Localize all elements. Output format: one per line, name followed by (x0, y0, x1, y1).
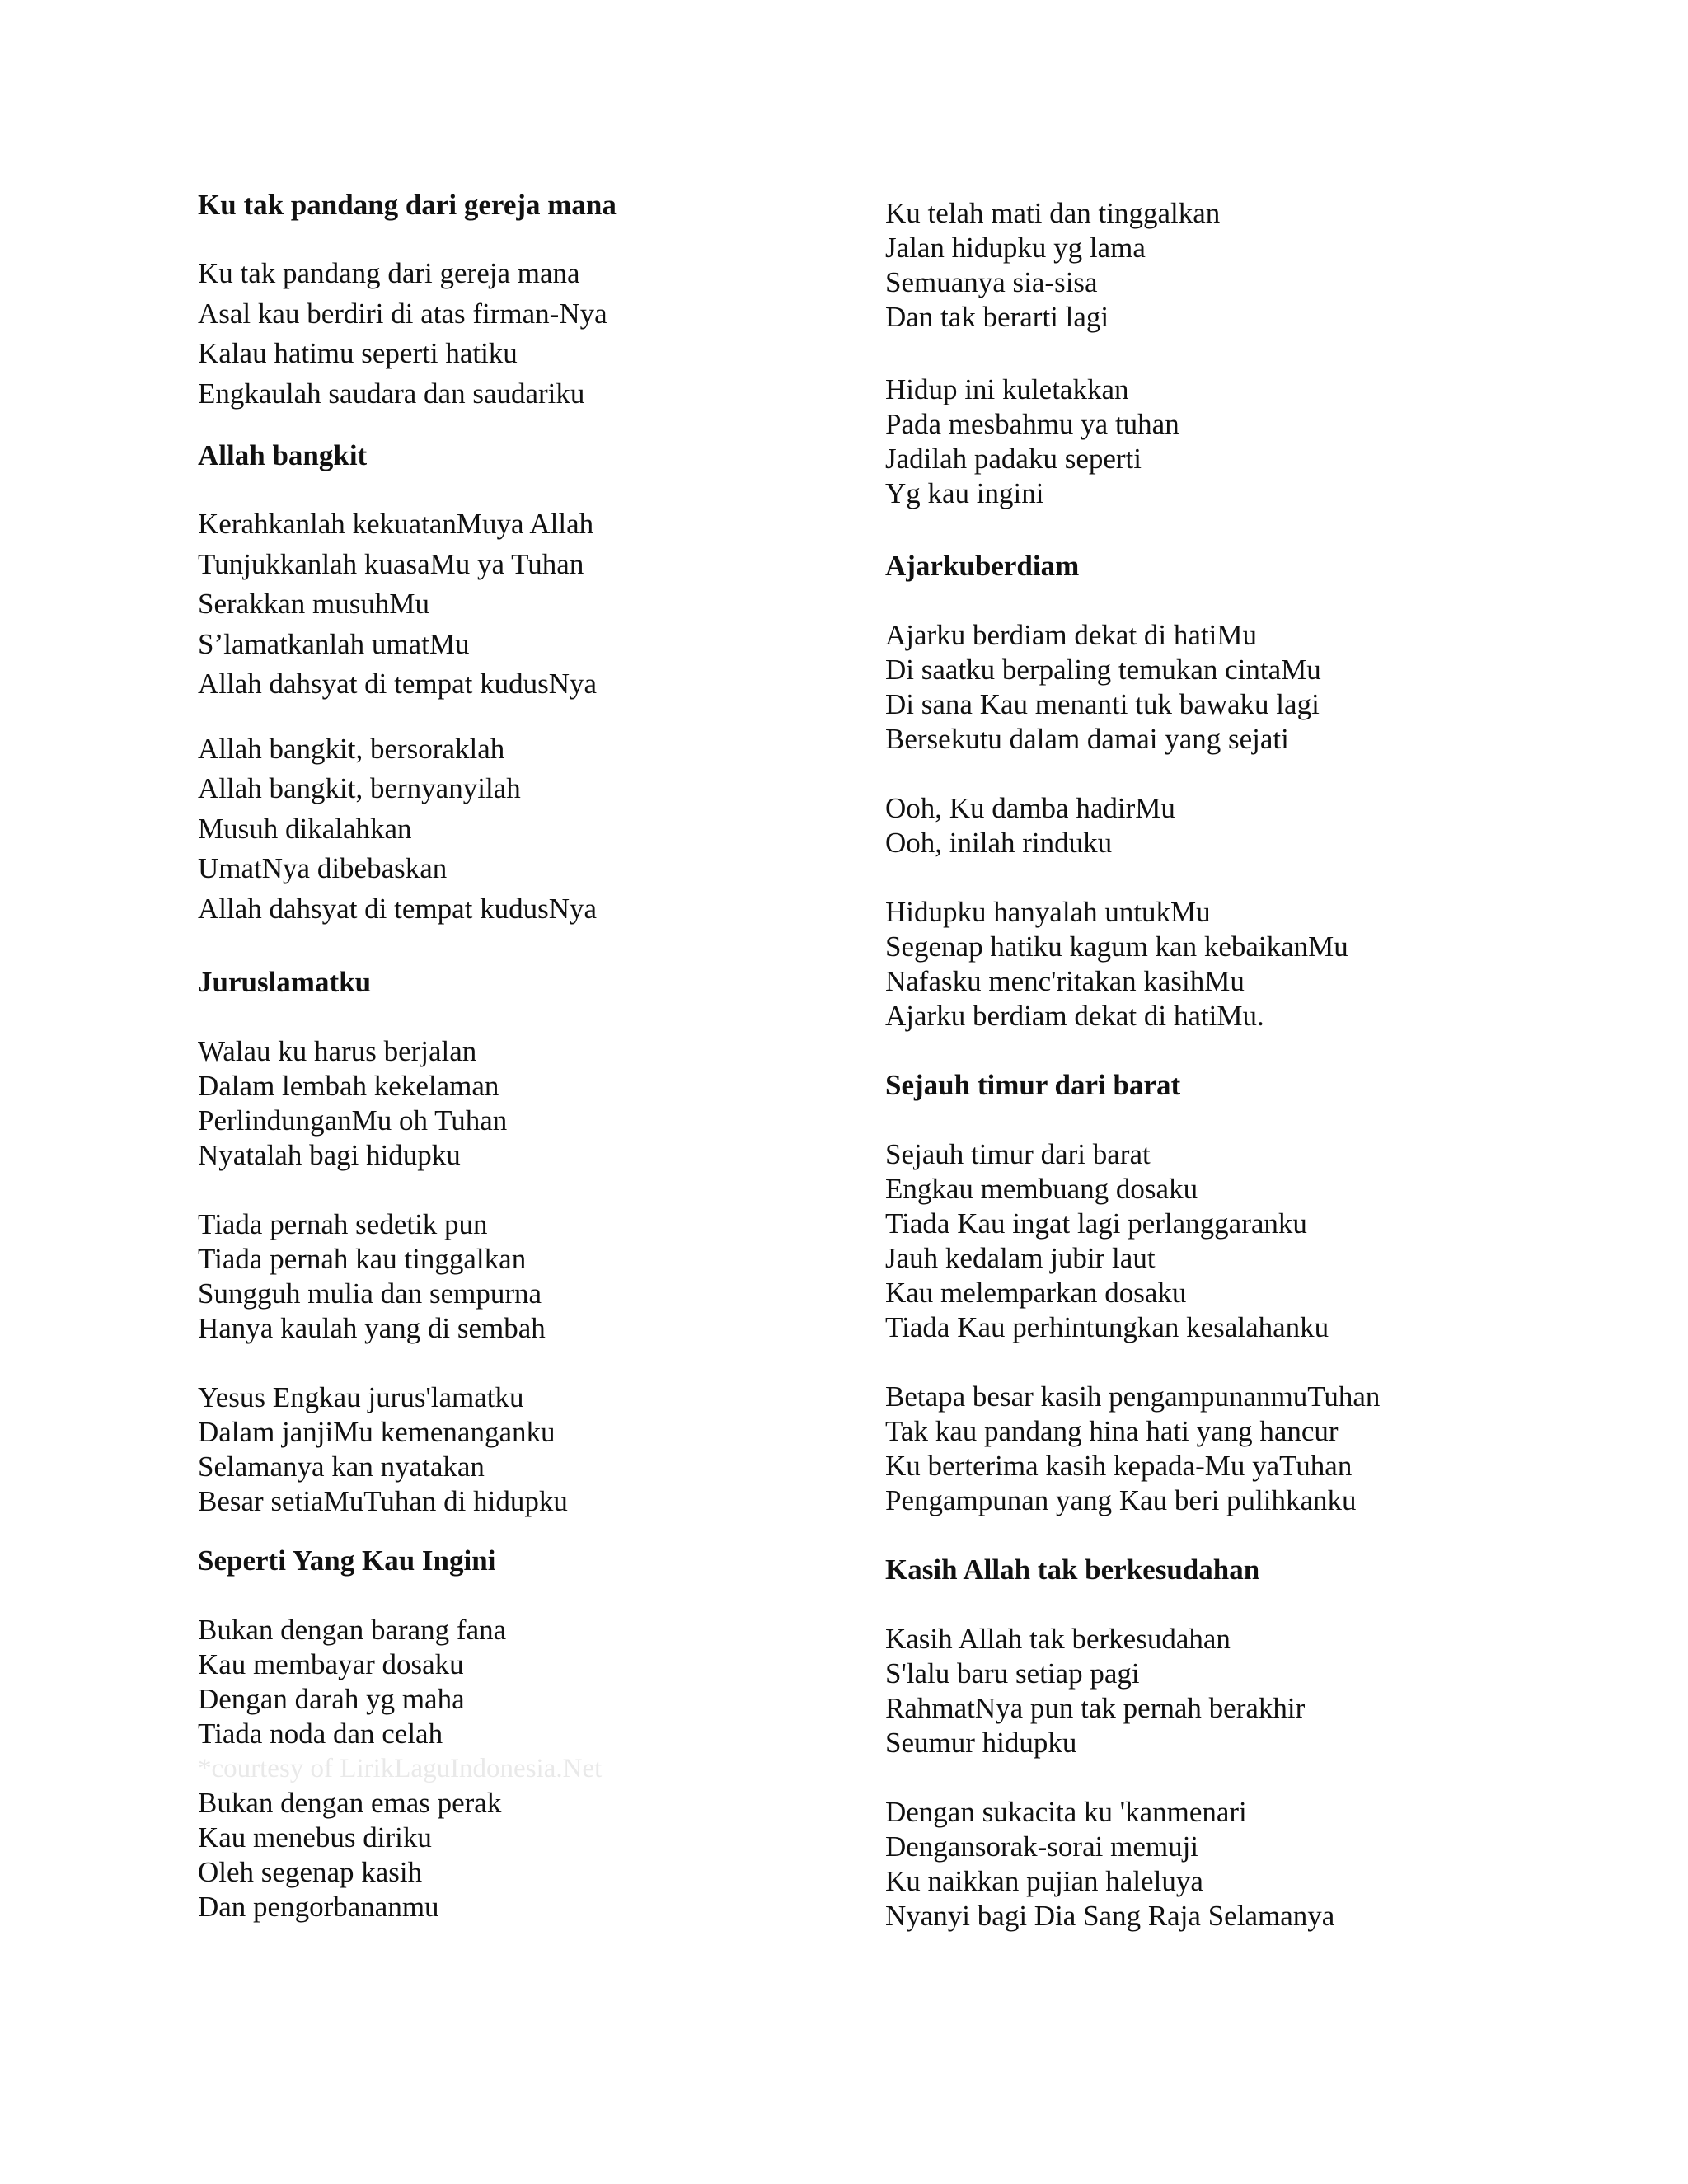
stanza (885, 1137, 1561, 1345)
lyric-line: Nyanyi bagi Dia Sang Raja Selamanya (885, 1900, 1335, 1932)
lyric-line: Engkaulah saudara dan saudariku (198, 377, 585, 410)
song-title: Juruslamatku (198, 966, 372, 998)
lyric-line: Kasih Allah tak berkesudahan (885, 1623, 1231, 1655)
stanza (198, 1786, 874, 1924)
lyric-line: Asal kau berdiri di atas firman-Nya (198, 297, 607, 330)
right-column (885, 196, 1561, 1933)
lyric-line: Kau menebus diriku (198, 1821, 432, 1854)
lyric-line: RahmatNya pun tak pernah berakhir (885, 1692, 1306, 1724)
lyric-line: Bersekutu dalam damai yang sejati (885, 723, 1289, 755)
lyric-line: Besar setiaMuTuhan di hidupku (198, 1485, 568, 1517)
stanza (885, 895, 1561, 1033)
lyric-line: Kau membayar dosaku (198, 1648, 464, 1680)
stanza (885, 618, 1561, 757)
lyric-line: Dan pengorbananmu (198, 1891, 439, 1923)
lyric-line: Betapa besar kasih pengampunanmuTuhan (885, 1380, 1381, 1413)
lyric-line: Ku telah mati dan tinggalkan (885, 197, 1221, 229)
lyric-line: Selamanya kan nyatakan (198, 1451, 485, 1483)
stanza (198, 254, 874, 414)
lyric-line: Di sana Kau menanti tuk bawaku lagi (885, 688, 1320, 720)
stanza (198, 1207, 874, 1346)
lyric-line: Jalan hidupku yg lama (885, 232, 1146, 264)
lyric-line: Hidup ini kuletakkan (885, 373, 1129, 405)
lyric-line: Dengansorak-sorai memuji (885, 1830, 1199, 1863)
lyric-line: Ku naikkan pujian haleluya (885, 1865, 1203, 1897)
lyric-line: Bukan dengan emas perak (198, 1787, 502, 1819)
lyric-line: Tiada pernah kau tinggalkan (198, 1243, 527, 1275)
lyric-line: Sungguh mulia dan sempurna (198, 1277, 542, 1310)
lyric-line: Di saatku berpaling temukan cintaMu (885, 654, 1321, 686)
lyric-line: Allah dahsyat di tempat kudusNya (198, 668, 598, 700)
lyric-line: Seumur hidupku (885, 1727, 1077, 1759)
lyric-line: Tiada Kau ingat lagi perlanggaranku (885, 1207, 1307, 1240)
lyric-line: Ku berterima kasih kepada-Mu yaTuhan (885, 1450, 1353, 1482)
lyric-line: Hanya kaulah yang di sembah (198, 1312, 546, 1344)
lyric-line: Sejauh timur dari barat (885, 1138, 1151, 1170)
lyric-line: Semuanya sia-sisa (885, 266, 1098, 298)
lyric-line: Dalam lembah kekelaman (198, 1070, 499, 1102)
stanza (885, 196, 1561, 335)
lyric-line: Ajarku berdiam dekat di hatiMu (885, 619, 1257, 651)
lyric-line: Bukan dengan barang fana (198, 1614, 507, 1646)
lyric-line: PerlindunganMu oh Tuhan (198, 1104, 508, 1137)
stanza (885, 791, 1561, 860)
lyric-line: Pada mesbahmu ya tuhan (885, 408, 1179, 440)
lyric-line: Ku tak pandang dari gereja mana (198, 257, 580, 289)
lyric-line: Tunjukkanlah kuasaMu ya Tuhan (198, 547, 584, 580)
lyric-line: Allah bangkit, bernyanyilah (198, 772, 521, 804)
lyric-line: Allah bangkit, bersoraklah (198, 732, 505, 765)
stanza (885, 1380, 1561, 1518)
lyric-line: Dalam janjiMu kemenanganku (198, 1416, 556, 1448)
lyric-line: Serakkan musuhMu (198, 588, 429, 620)
stanza (885, 1795, 1561, 1933)
lyric-line: Nyatalah bagi hidupku (198, 1139, 461, 1171)
lyric-line: Yesus Engkau jurus'lamatku (198, 1381, 524, 1413)
lyric-line: S'lalu baru setiap pagi (885, 1657, 1140, 1690)
lyric-line: Oleh segenap kasih (198, 1856, 423, 1888)
lyric-line: Kalau hatimu seperti hatiku (198, 337, 518, 369)
lyric-line: Walau ku harus berjalan (198, 1035, 477, 1067)
stanza (198, 729, 874, 930)
stanza (885, 373, 1561, 511)
lyric-line: Tiada Kau perhintungkan kesalahanku (885, 1311, 1329, 1343)
lyric-line: Kau melemparkan dosaku (885, 1277, 1187, 1309)
lyric-line: Dengan darah yg maha (198, 1683, 465, 1715)
song-title: Ajarkuberdiam (885, 550, 1080, 582)
stanza (198, 504, 874, 705)
lyric-line: Yg kau ingini (885, 477, 1044, 509)
lyric-line: UmatNya dibebaskan (198, 852, 448, 884)
lyric-line: Allah dahsyat di tempat kudusNya (198, 892, 598, 925)
song-title: Seperti Yang Kau Ingini (198, 1544, 496, 1577)
lyric-line: Jadilah padaku seperti (885, 443, 1142, 475)
song-title: Kasih Allah tak berkesudahan (885, 1554, 1260, 1586)
lyric-line: Pengampunan yang Kau beri pulihkanku (885, 1484, 1357, 1516)
stanza (198, 1034, 874, 1173)
lyric-line: Jauh kedalam jubir laut (885, 1242, 1156, 1274)
lyric-line: Ooh, inilah rinduku (885, 827, 1113, 859)
lyric-line: Dan tak berarti lagi (885, 301, 1109, 333)
lyric-line: Kerahkanlah kekuatanMuya Allah (198, 508, 594, 540)
lyric-line: Tak kau pandang hina hati yang hancur (885, 1415, 1339, 1447)
song-title: Sejauh timur dari barat (885, 1069, 1181, 1101)
song-title: Allah bangkit (198, 439, 368, 471)
watermark-text: *courtesy of LirikLaguIndonesia.Net (198, 1754, 603, 1783)
lyric-line: Ooh, Ku damba hadirMu (885, 792, 1175, 824)
lyric-line: Ajarku berdiam dekat di hatiMu. (885, 1000, 1264, 1032)
lyric-line: Tiada pernah sedetik pun (198, 1208, 488, 1240)
lyric-line: Segenap hatiku kagum kan kebaikanMu (885, 930, 1348, 963)
lyric-line: Nafasku menc'ritakan kasihMu (885, 965, 1245, 997)
left-column (198, 188, 874, 1924)
song-title: Ku tak pandang dari gereja mana (198, 189, 617, 221)
lyric-line: S’lamatkanlah umatMu (198, 627, 470, 660)
lyric-line: Tiada noda dan celah (198, 1718, 443, 1750)
stanza (885, 1622, 1561, 1760)
stanza (198, 1380, 874, 1519)
lyric-line: Engkau membuang dosaku (885, 1173, 1198, 1205)
lyric-line: Dengan sukacita ku 'kanmenari (885, 1796, 1247, 1828)
stanza (198, 1613, 874, 1751)
lyric-line: Hidupku hanyalah untukMu (885, 896, 1211, 928)
lyric-line: Musuh dikalahkan (198, 812, 412, 845)
